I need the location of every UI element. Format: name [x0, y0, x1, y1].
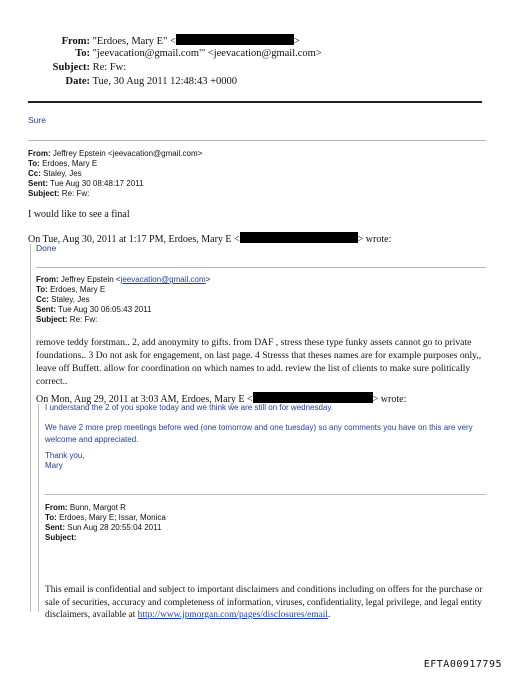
- label: From:: [36, 275, 59, 284]
- quote-intro-end: > wrote:: [372, 394, 407, 405]
- value: Staley, Jes: [51, 295, 90, 304]
- header-subject-value: Re: Fw:: [92, 62, 127, 73]
- disclaimer-text: This email is confidential and subject to important disclaimers and conditions including on offers for the purchase or sale of securities, accuracy and completeness of information, viruses, confidentiality, legal privilege, and legal entity disclaimers, available at: [45, 585, 483, 620]
- label: To:: [28, 159, 40, 168]
- msg3-cc: [36, 295, 90, 304]
- header-to-value: "jeevacation@gmail.com"' <jeevacation@gmail.com>: [92, 48, 322, 59]
- reply3-line1: I understand the 2 of you spoke today and we think we are still on for wednesday.: [45, 403, 334, 412]
- msg4-from: [45, 503, 126, 512]
- divider: [36, 267, 486, 268]
- header-date: [28, 76, 237, 87]
- reply3-line2: We have 2 more prep meetings before wed (one tomorrow and one tuesday) so any comments you have on this are very welcome and appreciated.: [45, 423, 473, 444]
- label: Subject:: [45, 533, 77, 542]
- msg2-sent: [28, 179, 144, 188]
- divider: [45, 494, 486, 495]
- quote-intro-text: On Mon, Aug 29, 2011 at 3:03 AM, Erdoes, Mary E <: [36, 394, 253, 405]
- bates-number: EFTA00917795: [423, 659, 502, 670]
- label: From:: [28, 149, 51, 158]
- quote-intro-text: On Tue, Aug 30, 2011 at 1:17 PM, Erdoes, Mary E <: [28, 234, 240, 245]
- value: Staley, Jes: [43, 169, 82, 178]
- value: Tue Aug 30 06:05:43 2011: [58, 305, 152, 314]
- value: Erdoes, Mary E: [42, 159, 98, 168]
- label: To:: [36, 285, 48, 294]
- msg3-subject: [36, 315, 97, 324]
- msg2-cc: [28, 169, 82, 178]
- quote-bar: [30, 244, 31, 612]
- label: Cc:: [36, 295, 49, 304]
- reply-done: Done: [36, 243, 57, 253]
- quote-intro-end: > wrote:: [357, 234, 392, 245]
- msg4-subject: [45, 533, 77, 542]
- header-date-value: Tue, 30 Aug 2011 12:48:43 +0000: [92, 76, 238, 87]
- value: Erdoes, Mary E: [50, 285, 106, 294]
- msg2-body: I would like to see a final: [28, 209, 130, 220]
- value-close: >: [205, 275, 211, 284]
- label: To:: [45, 513, 57, 522]
- msg4-sent: [45, 523, 161, 532]
- msg3-from: [36, 275, 210, 284]
- label: Sent:: [36, 305, 56, 314]
- msg3-sent: [36, 305, 152, 314]
- msg3-to: [36, 285, 105, 294]
- header-subject-label: Subject:: [52, 62, 90, 73]
- header-to: [28, 48, 322, 59]
- msg2-from: [28, 149, 202, 159]
- header-from-label: From:: [61, 36, 90, 47]
- value: Erdoes, Mary E; Issar, Monica: [59, 513, 166, 522]
- header-subject: [28, 62, 126, 73]
- reply3-sign: Mary: [45, 461, 63, 470]
- reply3-thanks: Thank you,: [45, 451, 85, 460]
- reply-sure: Sure: [28, 115, 46, 125]
- disclaimer: [45, 584, 485, 622]
- msg2-subject: [28, 189, 89, 198]
- label: Sent:: [28, 179, 48, 188]
- label: Cc:: [28, 169, 41, 178]
- label: From:: [45, 503, 68, 512]
- msg2-quote-intro: [28, 232, 391, 245]
- header-divider: [28, 101, 482, 103]
- redaction-bar: [253, 392, 373, 403]
- redaction-bar: [240, 232, 358, 243]
- quote-bar: [38, 404, 39, 612]
- disclaimer-end: .: [328, 610, 331, 620]
- divider: [28, 140, 486, 141]
- value: Jeffrey Epstein <: [60, 275, 121, 284]
- label: Sent:: [45, 523, 65, 532]
- email-link[interactable]: jeevacation@gmail.com: [120, 275, 206, 284]
- header-from-value: "Erdoes, Mary E" <: [92, 36, 176, 47]
- value: Sun Aug 28 20:55:04 2011: [67, 523, 162, 532]
- header-from-close: >: [293, 36, 300, 47]
- value: Bunn, Margot R: [69, 503, 126, 512]
- value: Jeffrey Epstein <jeevacation@gmail.com>: [52, 149, 203, 158]
- label: Subject:: [36, 315, 68, 324]
- value: Re: Fw:: [61, 189, 90, 198]
- value: Re: Fw:: [69, 315, 98, 324]
- msg3-body: remove teddy forstman.. 2, add anonymity to gifts. from DAF , stress these type funky assets cannot go to private foundations.. 3 Do not ask for engagement, on last page. 4 Stresss that theses names are for example purposes only,, leave off Buffett. allow for coordination on which names to add. review the list of clients to make sure politically correct..: [36, 337, 482, 387]
- value: Tue Aug 30 08:48:17 2011: [50, 179, 144, 188]
- header-from: [28, 34, 300, 47]
- msg4-to: [45, 513, 166, 522]
- msg2-to: [28, 159, 97, 168]
- header-to-label: To:: [75, 48, 90, 59]
- label: Subject:: [28, 189, 60, 198]
- disclosures-link[interactable]: http://www.jpmorgan.com/pages/disclosures/email: [137, 610, 329, 620]
- header-date-label: Date:: [65, 76, 90, 87]
- redaction-bar: [176, 34, 294, 45]
